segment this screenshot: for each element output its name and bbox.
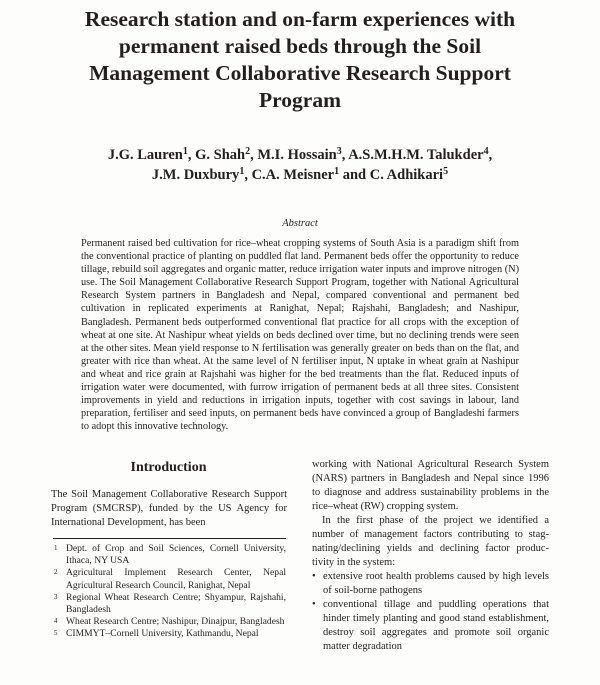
paragraph: working with National Agricultural Research System (NARS) partners in Bangladesh and Nepal since 1996 to diagnose and address sustainability problems in the rice–wheat (RW) cropping system. bbox=[312, 459, 549, 512]
bullet-icon: • bbox=[312, 599, 316, 610]
footnote: 4 Wheat Research Centre; Nashipur, Dinajpur, Bangladesh bbox=[54, 616, 285, 628]
author: M.I. Hossain$^3$, bbox=[257, 146, 349, 163]
footnote: 2 Agricultural Implement Research Center, Nepal Agricultural Research Council, Ranighat, Nepal bbox=[54, 567, 286, 591]
footnote: 1 Dept. of Crop and Soil Sciences, Cornell University, Ithaca, NY USA bbox=[54, 543, 286, 567]
author-list bbox=[60, 145, 540, 185]
author: J.G. Lauren$^1$, bbox=[107, 146, 196, 163]
paper-title: Research station and on-farm experiences with permanent raised beds through the Soil Management Collaborative Research Support Program bbox=[84, 7, 516, 112]
author: C.A. Meisner$^1$ and bbox=[251, 166, 370, 183]
footnotes bbox=[53, 543, 286, 641]
bullet-item: • extensive root health problems caused by high levels of soil-borne pathogens bbox=[312, 571, 549, 596]
footnote: 3 Regional Wheat Research Centre; Shyampur, Rajshahi, Bangladesh bbox=[54, 591, 286, 616]
paragraph: In the first phase of the project we identified a number of management factors contributing to stag-nating/declining yields and declining factor produc-tivity in the system: bbox=[312, 515, 549, 568]
author: J.M. Duxbury$^1$, bbox=[151, 166, 252, 183]
author: C. Adhikari$^5$ bbox=[369, 166, 449, 183]
bullet-list bbox=[312, 570, 549, 654]
bullet-icon: • bbox=[312, 571, 316, 582]
introduction-right-column bbox=[312, 458, 549, 654]
footnote: 5 CIMMYT–Cornell University, Kathmandu, Nepal bbox=[54, 628, 259, 640]
introduction-heading: Introduction bbox=[130, 460, 207, 475]
bullet-item: • conventional tillage and puddling operations that hinder timely planting and good stand establishment, destroy soil aggregates and promote soil organic matter degradation bbox=[312, 599, 549, 652]
author: G. Shah$^2$, bbox=[195, 146, 258, 163]
author: A.S.M.H.M. Talukder$^4$, bbox=[348, 146, 493, 163]
footnote-divider bbox=[53, 538, 286, 539]
abstract-text: Permanent raised bed cultivation for rice–wheat cropping systems of South Asia is a paradigm shift from the conventional practice of planting on puddled flat land. Permanent beds offer the opportunity to reduce tillage, rebuild soil aggregates and organic matter, reduce irrigation water inputs and improve nitrogen (N) use. The Soil Management Collaborative Research Support Program, together with National Agricultural Research System partners in Bangladesh and Nepal, compared conventional and permanent bed cultivation in replicated experiments at Ranighat, Nepal; Rajshahi, Bangladesh; and Nashipur, Bangladesh. Permanent beds outperformed conventional flat practice for all crops with the exception of wheat at one site. At Nashipur wheat yields on beds declined over time, but no declining trends were seen at the other sites. Mean yield response to N fertilisation was generally greater on beds than on the flat, and greater with rice than wheat. At the same level of N fertiliser input, N uptake in wheat grain at Nashipur and wheat and rice grain at Rajshahi was higher for the bed treatments than the flat. Reduced inputs of irrigation water were documented, with furrow irrigation of permanent beds at all three sites. Consistent improvements in yield and reductions in irrigation inputs, together with cost savings in labour, land preparation, fertiliser and seed inputs, on permanent beds have convinced a group of Bangladeshi farmers to adopt this innovative technology. bbox=[81, 238, 520, 433]
abstract-heading: Abstract bbox=[282, 218, 318, 229]
introduction-left-text: The Soil Management Collaborative Research Support Program (SMCRSP), funded by the US Agency for International Development, has been bbox=[51, 489, 287, 528]
